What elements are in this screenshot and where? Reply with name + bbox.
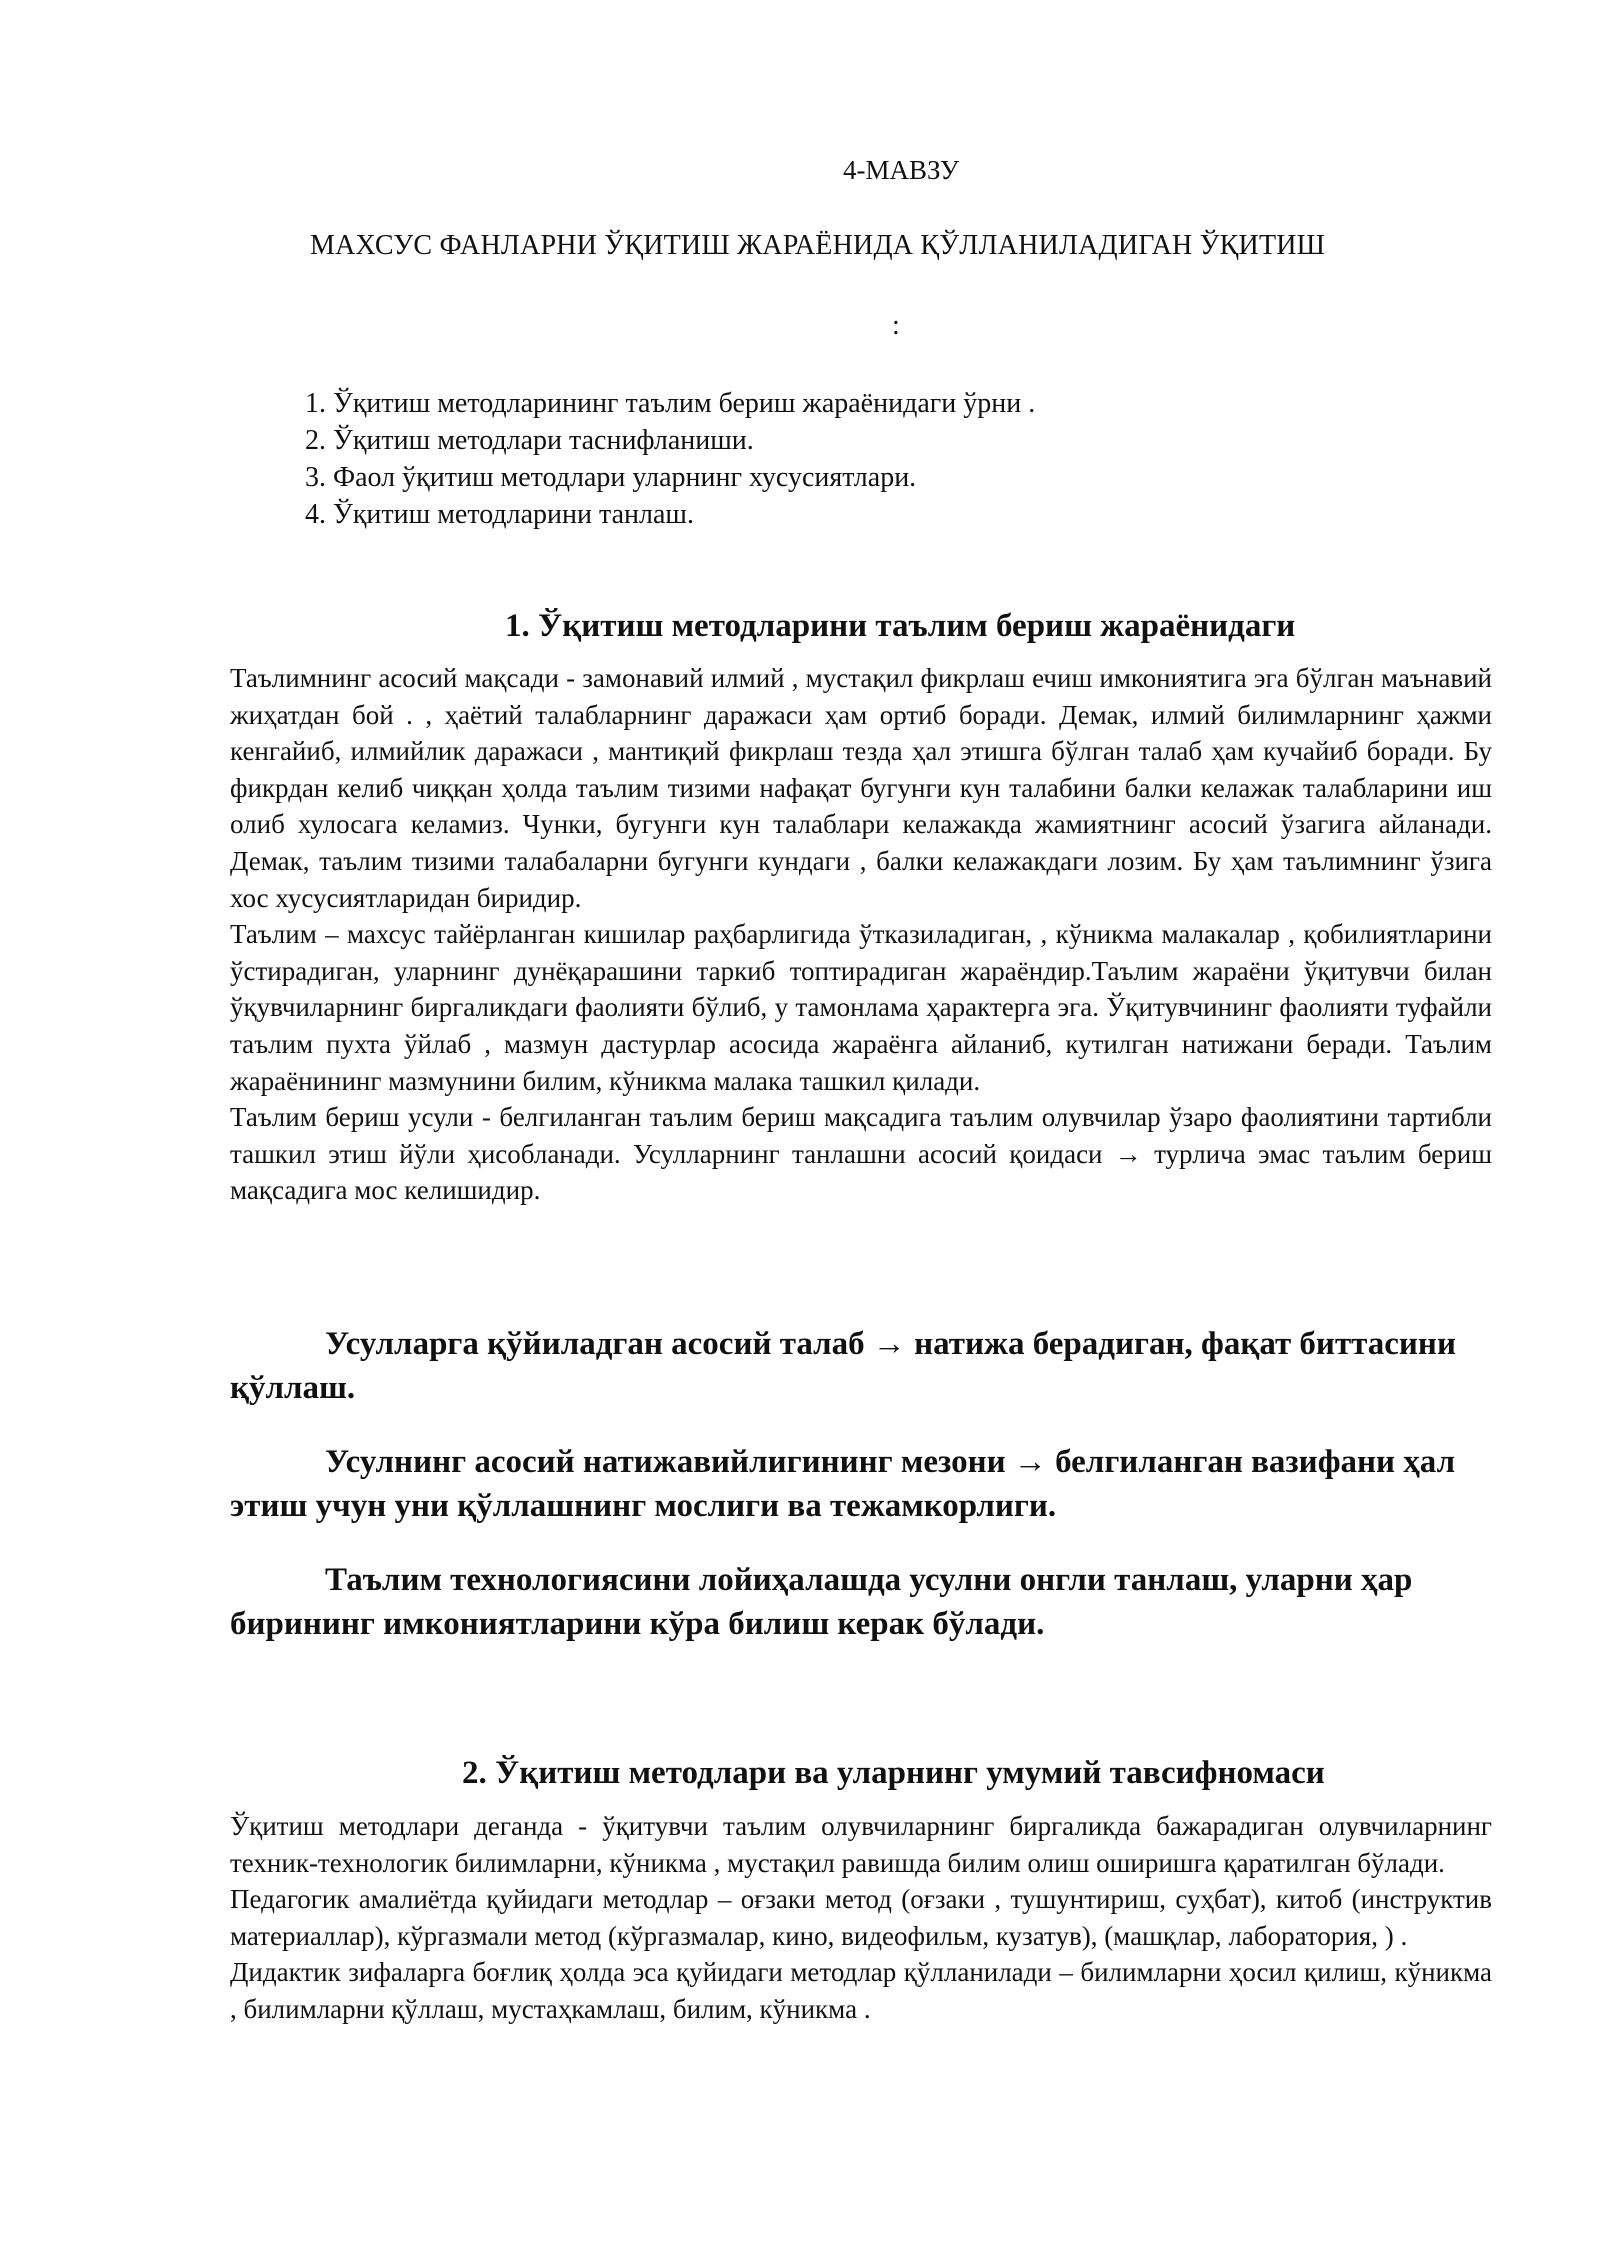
section-1-body	[230, 660, 1492, 1209]
paragraph: Таълим – махсус тайёрланган кишилар раҳбарлигида ўтказиладиган, , кўникма малакалар , қобилиятларини ўстирадиган, уларнинг дунёқарашини таркиб топтирадиган жараёндир.Таълим жараёни ўқитувчи билан ўқувчиларнинг биргаликдаги фаолияти бўлиб, у тамонлама ҳарактерга эга. Ўқитувчининг фаолияти туфайли таълим пухта ўйлаб , мазмун дастурлар асосида жараёнга айланиб, кутилган натижани беради. Таълим жараёнининг мазмунини билим, кўникма малака ташкил қилади.	[230, 919, 1492, 1096]
key-statement: Таълим технологиясини лойиҳалашда усулни онгли танлаш, уларни ҳар бирининг имкониятларини кўра билиш керак бўлади.	[230, 1562, 1413, 1642]
topic-outline	[305, 385, 1035, 533]
topic-number: 4-МАВЗУ	[843, 155, 959, 185]
key-statement: Усулларга қўйиладган асосий талаб → натижа берадиган, фақат биттасини қўллаш.	[230, 1326, 1456, 1406]
section-2-heading: 2. Ўқитиш методлари ва уларнинг умумий тавсифномаси	[462, 1755, 1325, 1791]
paragraph: Ўқитиш методлари деганда - ўқитувчи таълим олувчиларнинг биргаликда бажарадиган олувчиларнинг техник-технологик билимларни, кўникма , мустақил равишда билим олиш оширишга қаратилган бўлади.	[230, 1811, 1492, 1878]
key-statement: Усулнинг асосий натижавийлигининг мезони → белгиланган вазифани ҳал этиш учун уни қўллашнинг мослиги ва тежамкорлиги.	[230, 1444, 1456, 1524]
outline-item: 4. Ўқитиш методларини танлаш.	[305, 499, 694, 530]
topic-title: МАХСУС ФАНЛАРНИ ЎҚИТИШ ЖАРАЁНИДА ҚЎЛЛАНИЛАДИГАН ЎҚИТИШ	[310, 230, 1326, 261]
outline-item: 1. Ўқитиш методларининг таълим бериш жараёнидаги ўрни .	[305, 388, 1036, 419]
outline-item: 2. Ўқитиш методлари таснифланиши.	[305, 425, 754, 456]
paragraph: Таълимнинг асосий мақсади - замонавий илмий , мустақил фикрлаш ечиш имкониятига эга бўлган маънавий жиҳатдан бой . , ҳаётий талабларнинг даражаси ҳам ортиб боради. Демак, илмий билимларнинг ҳажми кенгайиб, илмийлик даражаси , мантиқий фикрлаш тезда ҳал этишга бўлган талаб ҳам кучайиб боради. Бу фикрдан келиб чиққан ҳолда таълим тизими нафақат бугунги кун талабини балки келажак талабларини иш олиб хулосага келамиз. Чунки, бугунги кун талаблари келажакда жамиятнинг асосий ўзагига айланади. Демак, таълим тизими талабаларни бугунги кундаги , балки келажакдаги лозим. Бу ҳам таълимнинг ўзига хос хусусиятларидан биридир.	[230, 663, 1492, 913]
paragraph: Педагогик амалиётда қуйидаги методлар – оғзаки метод (оғзаки , тушунтириш, суҳбат), китоб (инструктив материаллар), кўргазмали метод (кўргазмалар, кино, видеофильм, кузатув), (машқлар, лаборатория, ) .	[230, 1884, 1492, 1951]
outline-item: 3. Фаол ўқитиш методлари уларнинг хусусиятлари.	[305, 462, 917, 493]
section-2-body	[230, 1808, 1492, 2028]
title-colon: :	[892, 310, 900, 341]
paragraph: Дидактик зифаларга боғлиқ ҳолда эса қуйидаги методлар қўлланилади – билимларни ҳосил қилиш, кўникма , билимларни қўллаш, мустаҳкамлаш, билим, кўникма .	[230, 1957, 1492, 2024]
section-1-heading: 1. Ўқитиш методларини таълим бериш жараёнидаги	[505, 608, 1296, 644]
paragraph: Таълим бериш усули - белгиланган таълим бериш мақсадига таълим олувчилар ўзаро фаолиятини тартибли ташкил этиш йўли ҳисобланади. Усулларнинг танлашни асосий қоидаси → турлича эмас таълим бериш мақсадига мос келишидир.	[230, 1102, 1492, 1206]
